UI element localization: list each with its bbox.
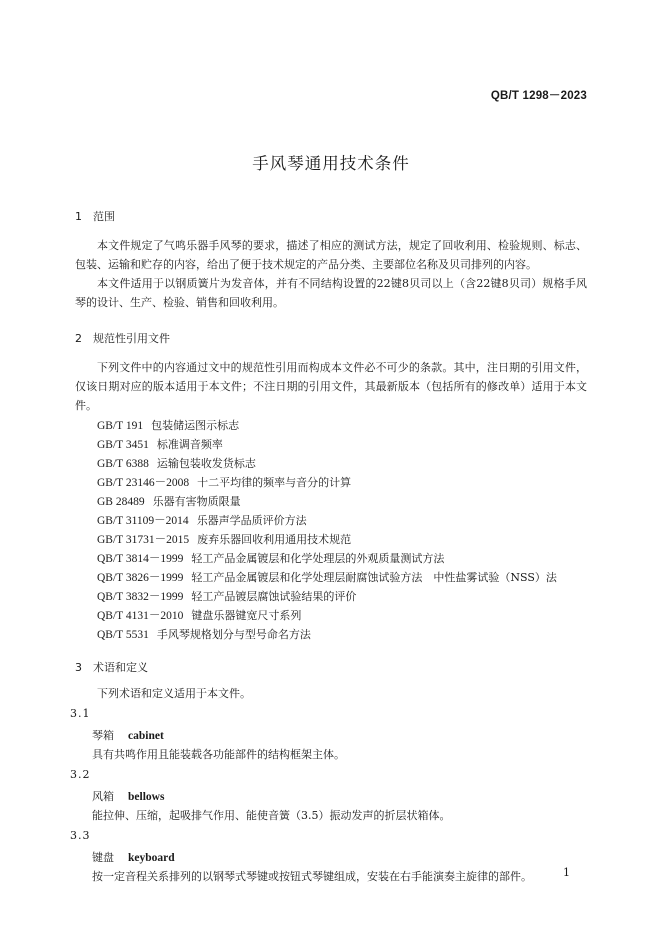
term-entry <box>92 849 175 865</box>
section-title: 范围 <box>93 210 115 223</box>
reference-item <box>97 569 557 585</box>
scope-paragraph-1: 本文件规定了气鸣乐器手风琴的要求，描述了相应的测试方法，规定了回收利用、检验规则、标志、包装、运输和贮存的内容，给出了便于技术规定的产品分类、主要部位名称及贝司排列的内容。 <box>75 239 587 271</box>
term-english: cabinet <box>128 730 164 742</box>
reference-code: QB/T 4131－2010 <box>97 610 184 622</box>
references-intro: 下列文件中的内容通过文中的规范性引用而构成本文件必不可少的条款。其中，注日期的引用文件，仅该日期对应的版本适用于本文件；不注日期的引用文件，其最新版本（包括所有的修改单）适用于本文件。 <box>75 361 587 412</box>
reference-item <box>97 550 444 566</box>
term-english: keyboard <box>128 852 175 864</box>
term-entry <box>92 788 164 804</box>
reference-title: 轻工产品金属镀层和化学处理层耐腐蚀试验方法 中性盐雾试验（NSS）法 <box>191 571 557 584</box>
reference-code: QB/T 3832－1999 <box>97 591 184 603</box>
section-number: 1 <box>75 210 82 223</box>
term-chinese: 琴箱 <box>92 729 114 742</box>
reference-title: 轻工产品镀层腐蚀试验结果的评价 <box>191 590 357 603</box>
scope-paragraph-2: 本文件适用于以钢质簧片为发音体，并有不同结构设置的22键8贝司以上（含22键8贝司）规格手风琴的设计、生产、检验、销售和回收利用。 <box>75 277 587 309</box>
term-chinese: 键盘 <box>92 851 114 864</box>
section-3-heading <box>75 659 148 675</box>
term-definition: 按一定音程关系排列的以钢琴式琴键或按钮式琴键组成，安装在右手能演奏主旋律的部件。 <box>92 870 532 883</box>
reference-title: 键盘乐器键宽尺寸系列 <box>191 609 302 622</box>
reference-item <box>97 436 223 452</box>
reference-item <box>97 531 351 547</box>
document-title: 手风琴通用技术条件 <box>252 154 410 173</box>
reference-item <box>97 493 241 509</box>
clause-number: 3.2 <box>70 768 91 781</box>
reference-code: GB/T 31109－2014 <box>97 515 189 527</box>
section-title: 术语和定义 <box>93 661 148 674</box>
term-definition: 具有共鸣作用且能装载各功能部件的结构框架主体。 <box>92 748 345 761</box>
reference-title: 手风琴规格划分与型号命名方法 <box>156 628 311 641</box>
clause-number: 3.3 <box>70 829 91 842</box>
terms-intro: 下列术语和定义适用于本文件。 <box>97 687 251 700</box>
reference-title: 乐器声学品质评价方法 <box>196 514 307 527</box>
document-code: QB/T 1298－2023 <box>490 90 587 102</box>
reference-code: GB 28489 <box>97 496 145 508</box>
reference-title: 包装储运图示标志 <box>151 419 240 432</box>
term-entry <box>92 727 164 743</box>
reference-item <box>97 417 239 433</box>
reference-code: QB/T 3814－1999 <box>97 553 184 565</box>
reference-code: GB/T 31731－2015 <box>97 534 190 546</box>
reference-title: 运输包装收发货标志 <box>156 457 256 470</box>
section-2-heading <box>75 330 170 346</box>
reference-code: GB/T 23146－2008 <box>97 477 190 489</box>
reference-code: QB/T 5531 <box>97 629 149 641</box>
term-chinese: 风箱 <box>92 790 114 803</box>
reference-item <box>97 455 256 471</box>
reference-title: 标准调音频率 <box>156 438 223 451</box>
section-number: 2 <box>75 332 82 345</box>
reference-item <box>97 512 307 528</box>
reference-code: GB/T 3451 <box>97 439 149 451</box>
section-1-heading <box>75 208 115 224</box>
reference-item <box>97 588 356 604</box>
clause-number: 3.1 <box>70 707 91 720</box>
reference-title: 轻工产品金属镀层和化学处理层的外观质量测试方法 <box>191 552 445 565</box>
reference-title: 十二平均律的频率与音分的计算 <box>197 476 352 489</box>
reference-item <box>97 607 301 623</box>
reference-item <box>97 626 311 642</box>
reference-item <box>97 474 351 490</box>
section-title: 规范性引用文件 <box>93 332 170 345</box>
term-definition: 能拉伸、压缩，起吸排气作用、能使音簧（3.5）振动发声的折层状箱体。 <box>92 809 451 822</box>
page-number: 1 <box>563 866 570 879</box>
reference-code: QB/T 3826－1999 <box>97 572 184 584</box>
reference-title: 乐器有害物质限量 <box>152 495 241 508</box>
term-english: bellows <box>128 791 165 803</box>
reference-code: GB/T 191 <box>97 420 144 432</box>
reference-title: 废弃乐器回收利用通用技术规范 <box>197 533 352 546</box>
section-number: 3 <box>75 661 82 674</box>
reference-code: GB/T 6388 <box>97 458 149 470</box>
